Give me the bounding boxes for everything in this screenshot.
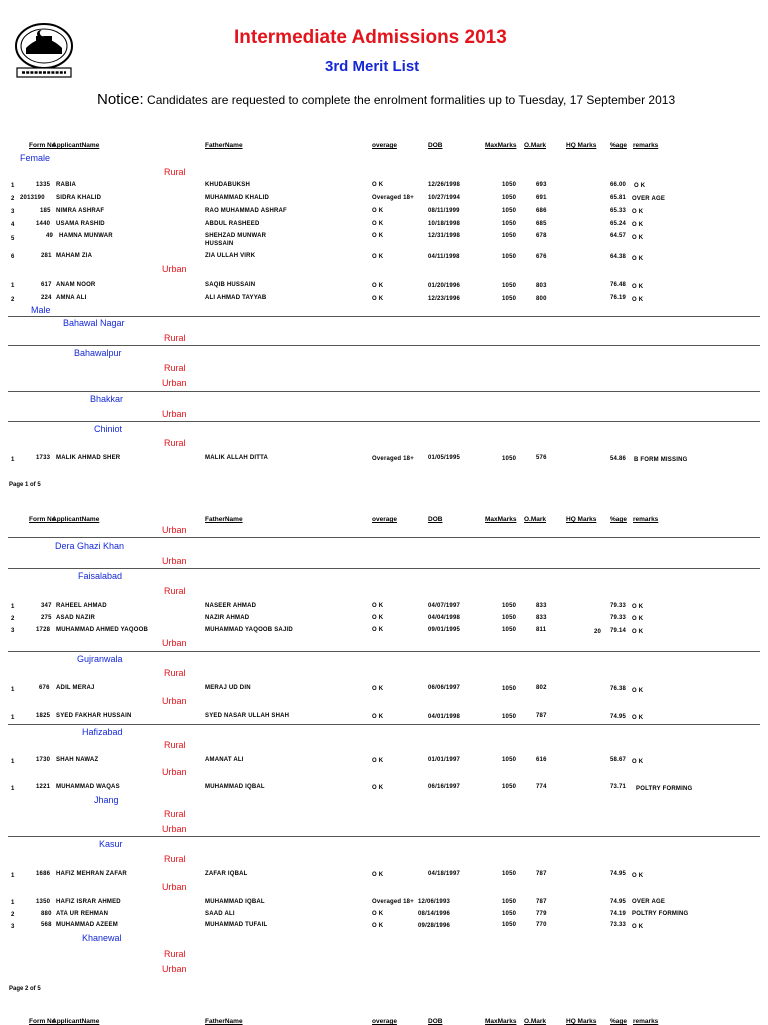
cell-dob: 04/18/1997 [428, 871, 461, 877]
cell-dob: 04/07/1997 [428, 603, 461, 609]
cell-max: 1050 [502, 714, 517, 720]
cell-over: O K [372, 714, 384, 720]
cell-max: 1050 [502, 757, 517, 763]
cell-father: MALIK ALLAH DITTA [205, 455, 269, 461]
cell-father: ABDUL RASHEED [205, 221, 260, 227]
cell-father: ZIA ULLAH VIRK [205, 253, 256, 259]
section-urban: Urban [162, 378, 187, 388]
district-khanewal: Khanewal [82, 933, 122, 943]
cell-name: MUHAMMAD AZEEM [56, 922, 118, 928]
cell-dob: 12/06/1993 [418, 899, 451, 905]
cell-form: 1733 [36, 455, 51, 461]
cell-sn: 1 [11, 786, 15, 792]
notice-body: Candidates are requested to complete the enrolment formalities up to Tuesday, 17 September 2013 [143, 93, 676, 107]
cell-over: Overaged 18+ [372, 195, 414, 201]
cell-sn: 1 [11, 900, 15, 906]
cell-form: 224 [41, 295, 52, 301]
cell-sn: 3 [11, 924, 15, 930]
cell-sn: 6 [11, 254, 15, 260]
section-urban: Urban [162, 525, 187, 535]
cell-omark: O.Mark [524, 1018, 547, 1025]
page-number: Page 2 of 5 [9, 986, 41, 992]
cell-pct: 64.38 [610, 254, 627, 260]
cell-father: SHEHZAD MUNWAR HUSSAIN [205, 233, 267, 247]
cell-rem: O K [632, 209, 644, 215]
cell-dob: 04/04/1998 [428, 615, 461, 621]
cell-over: O K [372, 923, 384, 929]
section-rural: Rural [164, 949, 186, 959]
cell-max: 1050 [502, 182, 517, 188]
cell-om: 693 [536, 182, 547, 188]
cell-om: 678 [536, 233, 547, 239]
cell-pct: 76.19 [610, 295, 627, 301]
cell-over: O K [372, 182, 384, 188]
cell-father: SAQIB HUSSAIN [205, 282, 256, 288]
cell-name: RAHEEL AHMAD [56, 603, 107, 609]
cell-name: HAMNA MUNWAR [59, 233, 113, 239]
cell-dob: 12/26/1998 [428, 182, 461, 188]
section-rural: Rural [164, 586, 186, 596]
cell-page_pct: %age [610, 516, 627, 523]
cell-name: RABIA [56, 182, 76, 188]
cell-sn: 1 [11, 457, 15, 463]
cell-max: 1050 [502, 899, 517, 905]
cell-form: 347 [41, 603, 52, 609]
cell-pct: 65.81 [610, 195, 627, 201]
cell-over: O K [372, 785, 384, 791]
cell-father: FatherName [205, 516, 243, 523]
cell-dob: 09/01/1995 [428, 627, 461, 633]
cell-form: 1730 [36, 757, 51, 763]
cell-om: 770 [536, 922, 547, 928]
cell-sn: 1 [11, 687, 15, 693]
cell-max: MaxMarks [485, 1018, 517, 1025]
cell-pct: 76.48 [610, 282, 627, 288]
cell-over: Overaged 18+ [372, 456, 414, 462]
cell-pct: 74.95 [610, 899, 627, 905]
cell-max: 1050 [502, 615, 517, 621]
cell-father: MUHAMMAD IQBAL [205, 784, 265, 790]
district-bahawalnagar: Bahawal Nagar [63, 318, 125, 328]
cell-om: 802 [536, 685, 547, 691]
section-urban: Urban [162, 824, 187, 834]
cell-dob: DOB [428, 1018, 443, 1025]
district-jhang: Jhang [94, 795, 119, 805]
cell-pct: 65.24 [610, 221, 627, 227]
cell-pct: 79.33 [610, 615, 627, 621]
cell-father: SAAD ALI [205, 911, 235, 917]
notice-text [97, 91, 675, 108]
cell-over: O K [372, 872, 384, 878]
cell-rem: POLTRY FORMING [636, 786, 693, 792]
section-rural: Rural [164, 438, 186, 448]
cell-max: 1050 [502, 233, 517, 239]
cell-dob: 09/28/1996 [418, 923, 451, 929]
cell-name: ASAD NAZIR [56, 615, 95, 621]
cell-form: 568 [41, 922, 52, 928]
cell-max: MaxMarks [485, 516, 517, 523]
cell-dob: 08/11/1999 [428, 208, 460, 214]
cell-rem: POLTRY FORMING [632, 911, 689, 917]
cell-sn: 3 [11, 209, 15, 215]
cell-rem: O K [632, 924, 644, 930]
cell-sn: 1 [11, 604, 15, 610]
cell-father: MUHAMMAD TUFAIL [205, 922, 268, 928]
cell-dob: 04/11/1998 [428, 254, 460, 260]
cell-over: O K [372, 233, 384, 239]
cell-rem: O K [634, 183, 646, 189]
cell-hq: HQ Marks [566, 1018, 597, 1025]
section-urban: Urban [162, 264, 187, 274]
cell-over: O K [372, 221, 384, 227]
district-kasur: Kasur [99, 839, 123, 849]
cell-om: 833 [536, 603, 547, 609]
cell-father: FatherName [205, 1018, 243, 1025]
cell-om: 811 [536, 627, 547, 633]
cell-dob: 08/14/1996 [418, 911, 451, 917]
cell-over: O K [372, 627, 384, 633]
cell-sn: 1 [11, 183, 15, 189]
cell-pct: 74.19 [610, 911, 627, 917]
cell-name: HAFIZ ISRAR AHMED [56, 899, 121, 905]
cell-rem: O K [632, 616, 644, 622]
section-rural: Rural [164, 668, 186, 678]
cell-om: 576 [536, 455, 547, 461]
section-male: Male [31, 305, 51, 315]
notice-label: Notice: [97, 91, 144, 108]
cell-rem: O K [632, 222, 644, 228]
cell-pct: 74.95 [610, 714, 627, 720]
cell-om: 616 [536, 757, 547, 763]
cell-overage: overage [372, 1018, 397, 1025]
cell-name: MAHAM ZIA [56, 253, 93, 259]
cell-rem: O K [632, 715, 644, 721]
col-pct: %age [610, 142, 627, 149]
cell-om: 779 [536, 911, 547, 917]
col-applicant: ApplicantName [52, 142, 100, 149]
cell-over: O K [372, 283, 384, 289]
cell-name: AMNA ALI [56, 295, 87, 301]
divider [8, 651, 760, 652]
cell-father: MUHAMMAD KHALID [205, 195, 269, 201]
cell-form: 1825 [36, 713, 51, 719]
cell-rem: OVER AGE [632, 196, 666, 202]
cell-name: NIMRA ASHRAF [56, 208, 105, 214]
cell-om: 774 [536, 784, 547, 790]
cell-father: MERAJ UD DIN [205, 685, 251, 691]
cell-father: KHUDABUKSH [205, 182, 250, 188]
divider [8, 391, 760, 392]
col-form-no: Form No [29, 142, 56, 149]
col-maxmarks: MaxMarks [485, 142, 517, 149]
cell-om: 685 [536, 221, 547, 227]
cell-max: 1050 [502, 871, 517, 877]
cell-max: 1050 [502, 221, 517, 227]
cell-name: ANAM NOOR [56, 282, 96, 288]
cell-max: 1050 [502, 922, 517, 928]
cell-over: O K [372, 208, 384, 214]
col-dob: DOB [428, 142, 443, 149]
cell-max: 1050 [502, 603, 517, 609]
cell-dob: DOB [428, 516, 443, 523]
cell-over: O K [372, 254, 384, 260]
cell-over: O K [372, 603, 384, 609]
cell-name: ATA UR REHMAN [56, 911, 109, 917]
district-gujranwala: Gujranwala [77, 654, 123, 664]
cell-rem: O K [632, 759, 644, 765]
section-urban: Urban [162, 696, 187, 706]
cell-form: 1440 [36, 221, 51, 227]
cell-pct: 58.67 [610, 757, 627, 763]
col-remarks: remarks [633, 142, 659, 149]
cell-name: SYED FAKHAR HUSSAIN [56, 713, 132, 719]
cell-remarks: remarks [633, 516, 659, 523]
section-urban: Urban [162, 964, 187, 974]
cell-om: 803 [536, 283, 547, 289]
cell-max: 1050 [502, 254, 517, 260]
cell-dob: 04/01/1998 [428, 714, 461, 720]
section-rural: Rural [164, 854, 186, 864]
page-number: Page 1 of 5 [9, 482, 41, 488]
cell-sn: 2 [11, 196, 15, 202]
cell-father: SYED NASAR ULLAH SHAH [205, 713, 290, 719]
cell-form: 2013190 [20, 195, 45, 201]
cell-father: RAO MUHAMMAD ASHRAF [205, 208, 287, 214]
cell-form: 1221 [36, 784, 51, 790]
divider [8, 345, 760, 346]
cell-name: SIDRA KHALID [56, 195, 102, 201]
cell-remarks: remarks [633, 1018, 659, 1025]
cell-pct: 76.38 [610, 686, 627, 692]
section-urban: Urban [162, 638, 187, 648]
cell-name: SHAH NAWAZ [56, 757, 99, 763]
cell-rem: O K [632, 629, 644, 635]
cell-applicant: ApplicantName [52, 1018, 100, 1025]
cell-form: 1686 [36, 871, 51, 877]
cell-form: 880 [41, 911, 52, 917]
cell-pct: 54.86 [610, 456, 627, 462]
divider [8, 537, 760, 538]
section-rural: Rural [164, 333, 186, 343]
cell-form_no: Form No [29, 516, 56, 523]
cell-form_no: Form No [29, 1018, 56, 1025]
section-urban: Urban [162, 409, 187, 419]
cell-name: ADIL MERAJ [56, 685, 95, 691]
cell-om: 800 [536, 296, 547, 302]
section-rural: Rural [164, 167, 186, 177]
cell-max: 1050 [502, 456, 517, 462]
cell-sn: 3 [11, 628, 15, 634]
cell-father: ALI AHMAD TAYYAB [205, 295, 267, 301]
cell-form: 617 [41, 282, 52, 288]
divider [8, 568, 760, 569]
cell-sn: 1 [11, 759, 15, 765]
cell-over: O K [372, 758, 384, 764]
district-dgkhan: Dera Ghazi Khan [55, 541, 125, 551]
cell-sn: 1 [11, 873, 15, 879]
cell-om: 676 [536, 254, 547, 260]
cell-applicant: ApplicantName [52, 516, 100, 523]
cell-dob: 10/18/1998 [428, 221, 461, 227]
cell-dob: 01/20/1996 [428, 283, 461, 289]
cell-form: 275 [41, 615, 52, 621]
cell-sn: 1 [11, 715, 15, 721]
cell-father: AMANAT ALI [205, 757, 244, 763]
col-overage: overage [372, 142, 397, 149]
page-subtitle: 3rd Merit List [325, 58, 420, 75]
cell-sn: 5 [11, 236, 15, 242]
cell-father: NAZIR AHMAD [205, 615, 250, 621]
district-chiniot: Chiniot [94, 424, 123, 434]
district-bahawalpur: Bahawalpur [74, 348, 122, 358]
divider [8, 724, 760, 725]
cell-pct: 65.33 [610, 208, 627, 214]
cell-over: Overaged 18+ [372, 899, 414, 905]
cell-father: MUHAMMAD YAQOOB SAJID [205, 627, 293, 633]
cell-father: NASEER AHMAD [205, 603, 257, 609]
cell-hq: 20 [594, 629, 602, 635]
cell-max: 1050 [502, 208, 517, 214]
district-bhakkar: Bhakkar [90, 394, 124, 404]
divider [8, 316, 760, 317]
col-hq: HQ Marks [566, 142, 597, 149]
cell-form: 676 [39, 685, 50, 691]
section-rural: Rural [164, 740, 186, 750]
col-omark: O.Mark [524, 142, 547, 149]
cell-max: 1050 [502, 911, 517, 917]
cell-max: 1050 [502, 686, 517, 692]
section-rural: Rural [164, 809, 186, 819]
cell-pct: 73.33 [610, 922, 627, 928]
col-father: FatherName [205, 142, 243, 149]
cell-om: 787 [536, 713, 547, 719]
cell-omark: O.Mark [524, 516, 547, 523]
section-urban: Urban [162, 556, 187, 566]
board-logo [14, 22, 74, 80]
divider [8, 836, 760, 837]
cell-name: MUHAMMAD AHMED YAQOOB [56, 627, 148, 633]
cell-form: 1350 [36, 899, 51, 905]
cell-sn: 2 [11, 912, 15, 918]
cell-om: 686 [536, 208, 547, 214]
cell-pct: 66.00 [610, 182, 627, 188]
cell-rem: O K [632, 235, 644, 241]
section-female: Female [20, 153, 51, 163]
cell-over: O K [372, 686, 384, 692]
cell-overage: overage [372, 516, 397, 523]
cell-pct: 74.95 [610, 871, 627, 877]
cell-dob: 10/27/1994 [428, 195, 461, 201]
cell-max: 1050 [502, 283, 517, 289]
cell-rem: O K [632, 873, 644, 879]
section-urban: Urban [162, 767, 187, 777]
cell-name: USAMA RASHID [56, 221, 105, 227]
cell-over: O K [372, 911, 384, 917]
page-title: Intermediate Admissions 2013 [234, 27, 507, 48]
cell-dob: 12/31/1998 [428, 233, 461, 239]
district-faisalabad: Faisalabad [78, 571, 123, 581]
section-urban: Urban [162, 882, 187, 892]
cell-dob: 06/16/1997 [428, 784, 461, 790]
cell-dob: 01/01/1997 [428, 757, 461, 763]
cell-sn: 2 [11, 297, 15, 303]
cell-max: 1050 [502, 627, 517, 633]
cell-over: O K [372, 296, 384, 302]
cell-dob: 06/06/1997 [428, 685, 461, 691]
cell-rem: O K [632, 604, 644, 610]
cell-sn: 1 [11, 283, 15, 289]
cell-name: MUHAMMAD WAQAS [56, 784, 120, 790]
cell-dob: 01/05/1995 [428, 455, 461, 461]
cell-pct: 73.71 [610, 784, 627, 790]
cell-father: ZAFAR IQBAL [205, 871, 248, 877]
cell-rem: O K [632, 297, 644, 303]
cell-sn: 2 [11, 616, 15, 622]
cell-over: O K [372, 615, 384, 621]
cell-pct: 79.33 [610, 603, 627, 609]
cell-pct: 79.14 [610, 628, 627, 634]
cell-name: MALIK AHMAD SHER [56, 455, 121, 461]
cell-rem: O K [632, 284, 644, 290]
cell-max: 1050 [502, 784, 517, 790]
cell-page_pct: %age [610, 1018, 627, 1025]
cell-name: HAFIZ MEHRAN ZAFAR [56, 871, 127, 877]
cell-om: 833 [536, 615, 547, 621]
cell-rem: O K [632, 256, 644, 262]
cell-rem: O K [632, 688, 644, 694]
cell-form: 49 [46, 233, 54, 239]
cell-rem: OVER AGE [632, 899, 666, 905]
cell-form: 281 [41, 253, 52, 259]
district-hafizabad: Hafizabad [82, 727, 123, 737]
cell-form: 1335 [36, 182, 51, 188]
cell-father: MUHAMMAD IQBAL [205, 899, 265, 905]
cell-form: 185 [40, 208, 51, 214]
divider [8, 421, 760, 422]
cell-sn: 4 [11, 222, 15, 228]
cell-om: 691 [536, 195, 547, 201]
cell-max: 1050 [502, 195, 517, 201]
cell-dob: 12/23/1996 [428, 296, 461, 302]
cell-om: 787 [536, 899, 547, 905]
cell-max: 1050 [502, 296, 517, 302]
section-rural: Rural [164, 363, 186, 373]
cell-form: 1728 [36, 627, 51, 633]
cell-om: 787 [536, 871, 547, 877]
cell-hq: HQ Marks [566, 516, 597, 523]
cell-pct: 64.57 [610, 233, 627, 239]
cell-rem: B FORM MISSING [634, 457, 688, 463]
